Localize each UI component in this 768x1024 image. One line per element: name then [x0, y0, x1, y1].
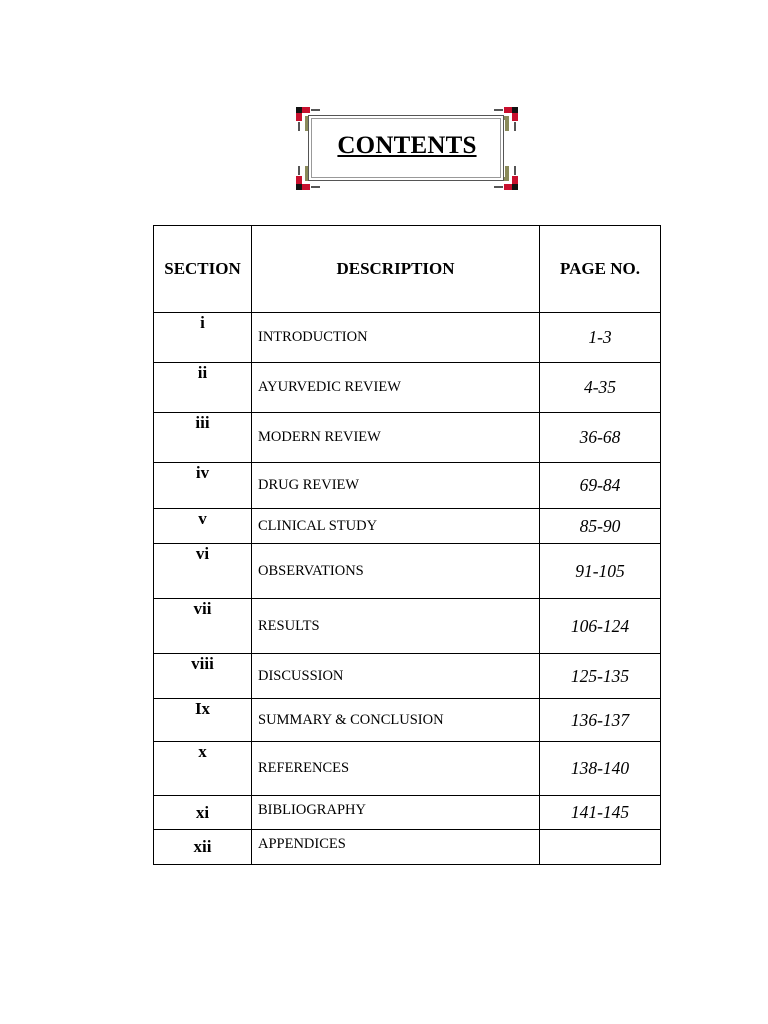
contents-table — [153, 225, 661, 865]
section-number: x — [154, 742, 252, 796]
page-range: 85-90 — [540, 509, 661, 544]
section-number: vi — [154, 544, 252, 599]
table-row — [154, 544, 661, 599]
table-header-row — [154, 226, 661, 313]
section-description: SUMMARY & CONCLUSION — [252, 699, 540, 742]
page-range: 69-84 — [540, 463, 661, 509]
page-range: 125-135 — [540, 654, 661, 699]
section-description: MODERN REVIEW — [252, 413, 540, 463]
section-number: Ix — [154, 699, 252, 742]
section-number: ii — [154, 363, 252, 413]
section-number: viii — [154, 654, 252, 699]
table-row — [154, 796, 661, 830]
section-description: AYURVEDIC REVIEW — [252, 363, 540, 413]
table-row — [154, 654, 661, 699]
table-row — [154, 463, 661, 509]
section-number: vii — [154, 599, 252, 654]
section-description: RESULTS — [252, 599, 540, 654]
table-row — [154, 509, 661, 544]
table-row — [154, 599, 661, 654]
section-number: iv — [154, 463, 252, 509]
page-range: 91-105 — [540, 544, 661, 599]
page-range: 136-137 — [540, 699, 661, 742]
section-number: v — [154, 509, 252, 544]
section-description: BIBLIOGRAPHY — [252, 796, 540, 830]
section-number: xii — [154, 830, 252, 865]
section-description: OBSERVATIONS — [252, 544, 540, 599]
table-row — [154, 742, 661, 796]
table-row — [154, 363, 661, 413]
section-number: iii — [154, 413, 252, 463]
title-frame — [296, 107, 518, 190]
page-range: 141-145 — [540, 796, 661, 830]
section-description: DISCUSSION — [252, 654, 540, 699]
page-range — [540, 830, 661, 865]
header-section: SECTION — [154, 226, 252, 313]
page-range: 106-124 — [540, 599, 661, 654]
table-row — [154, 699, 661, 742]
header-page-no: PAGE NO. — [540, 226, 661, 313]
section-description: REFERENCES — [252, 742, 540, 796]
page-range: 36-68 — [540, 413, 661, 463]
section-description: APPENDICES — [252, 830, 540, 865]
table-row — [154, 313, 661, 363]
section-description: DRUG REVIEW — [252, 463, 540, 509]
table-row — [154, 413, 661, 463]
section-number: i — [154, 313, 252, 363]
table-row — [154, 830, 661, 865]
page-range: 1-3 — [540, 313, 661, 363]
page-range: 4-35 — [540, 363, 661, 413]
header-description: DESCRIPTION — [252, 226, 540, 313]
section-description: INTRODUCTION — [252, 313, 540, 363]
page-range: 138-140 — [540, 742, 661, 796]
section-description: CLINICAL STUDY — [252, 509, 540, 544]
page-title: CONTENTS — [337, 132, 477, 159]
section-number: xi — [154, 796, 252, 830]
